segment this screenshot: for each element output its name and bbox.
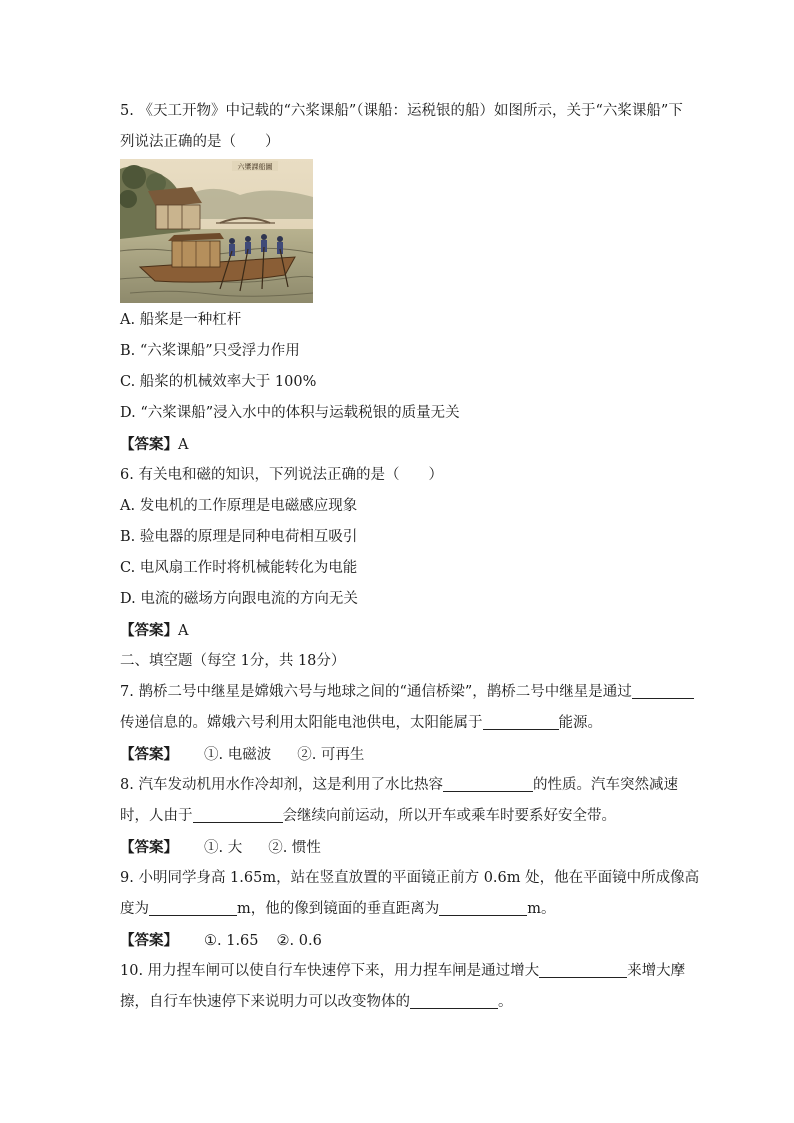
q9-text-1: 度为: [120, 901, 149, 917]
q6-option-c: C. 电风扇工作时将机械能转化为电能: [120, 560, 358, 576]
q10-stem-line1: [120, 956, 686, 987]
q7-text-1: 7. 鹊桥二号中继星是嫦娥六号与地球之间的“通信桥梁”，鹊桥二号中继星是通过: [120, 684, 632, 700]
q9-stem-line2: [120, 894, 676, 925]
q8-stem-line2: [120, 801, 676, 832]
q9-text-3: m。: [527, 901, 556, 917]
q5-option-b: B. “六桨课船”只受浮力作用: [120, 343, 300, 359]
q5-option-a: A. 船桨是一种杠杆: [120, 312, 242, 328]
q10-text-1: 10. 用力捏车闸可以使自行车快速停下来，用力捏车闸是通过增大: [120, 963, 540, 979]
q10-text-2: 来增大摩: [627, 963, 686, 979]
q7-blank-2[interactable]: [483, 711, 559, 730]
answer-value-2: ②. 惯性: [268, 840, 321, 856]
answer-value-1: ①. 1.65: [204, 933, 259, 949]
q5-answer: [120, 429, 676, 460]
answer-tag: 【答案】: [120, 839, 178, 856]
q9-answer: [120, 925, 676, 956]
answer-tag: 【答案】: [120, 932, 178, 949]
q10-text-3: 擦，自行车快速停下来说明力可以改变物体的: [120, 994, 410, 1010]
q8-stem-line1: [120, 770, 676, 801]
answer-tag: 【答案】: [120, 746, 178, 763]
q5-stem-line1: 5. 《天工开物》中记载的“六桨课船”（课船：运税银的船）如图所示，关于“六桨课船”下: [120, 103, 683, 119]
q8-blank-2[interactable]: [193, 804, 283, 823]
figure-caption: 六槳課船圖: [237, 163, 273, 171]
q9-stem-line1: 9. 小明同学身高 1.65m，站在竖直放置的平面镜正前方 0.6m 处，他在平面镜中所成像高: [120, 870, 700, 886]
q8-blank-1[interactable]: [443, 773, 533, 792]
q9-blank-1[interactable]: [149, 897, 237, 916]
q7-stem-line2: [120, 708, 676, 739]
answer-value-1: ①. 电磁波: [204, 747, 272, 763]
answer-tag: 【答案】: [120, 436, 178, 453]
q10-stem-line2: [120, 987, 676, 1018]
q8-text-3: 时，人由于: [120, 808, 193, 824]
q10-blank-2[interactable]: [410, 990, 498, 1009]
answer-value: A: [178, 437, 189, 453]
q9-blank-2[interactable]: [439, 897, 527, 916]
q7-stem-line1: [120, 677, 676, 708]
exam-page: [120, 96, 700, 1018]
q10-blank-1[interactable]: [539, 959, 627, 978]
answer-tag: 【答案】: [120, 622, 178, 639]
answer-value-1: ①. 大: [204, 840, 243, 856]
q10-text-4: 。: [498, 994, 513, 1010]
q8-text-1: 8. 汽车发动机用水作冷却剂，这是利用了水比热容: [120, 777, 443, 793]
q6-option-d: D. 电流的磁场方向跟电流的方向无关: [120, 591, 358, 607]
q7-text-3: 能源。: [558, 715, 602, 731]
q5-option-c: C. 船桨的机械效率大于 100%: [120, 374, 317, 390]
q7-blank-1[interactable]: [632, 680, 694, 699]
q7-answer: [120, 739, 676, 770]
q6-answer: [120, 615, 676, 646]
six-oar-boat-illustration: [120, 159, 313, 303]
q6-option-b: B. 验电器的原理是同种电荷相互吸引: [120, 529, 358, 545]
q6-option-a: A. 发电机的工作原理是电磁感应现象: [120, 498, 358, 514]
answer-value-2: ②. 可再生: [297, 747, 365, 763]
q8-text-4: 会继续向前运动，所以开车或乘车时要系好安全带。: [282, 808, 616, 824]
answer-value-2: ②. 0.6: [276, 933, 322, 949]
q8-text-2: 的性质。汽车突然减速: [532, 777, 678, 793]
q9-text-2: m，他的像到镜面的垂直距离为: [237, 901, 440, 917]
answer-value: A: [178, 623, 189, 639]
section-heading-fill-in: 二、填空题（每空 1分，共 18分）: [120, 653, 346, 669]
q5-stem-line2: 列说法正确的是（ ）: [120, 134, 280, 150]
q8-answer: [120, 832, 676, 863]
q7-text-2: 传递信息的。嫦娥六号利用太阳能电池供电，太阳能属于: [120, 715, 483, 731]
q6-stem: 6. 有关电和磁的知识，下列说法正确的是（ ）: [120, 467, 443, 483]
q5-option-d: D. “六桨课船”浸入水中的体积与运载税银的质量无关: [120, 405, 460, 421]
